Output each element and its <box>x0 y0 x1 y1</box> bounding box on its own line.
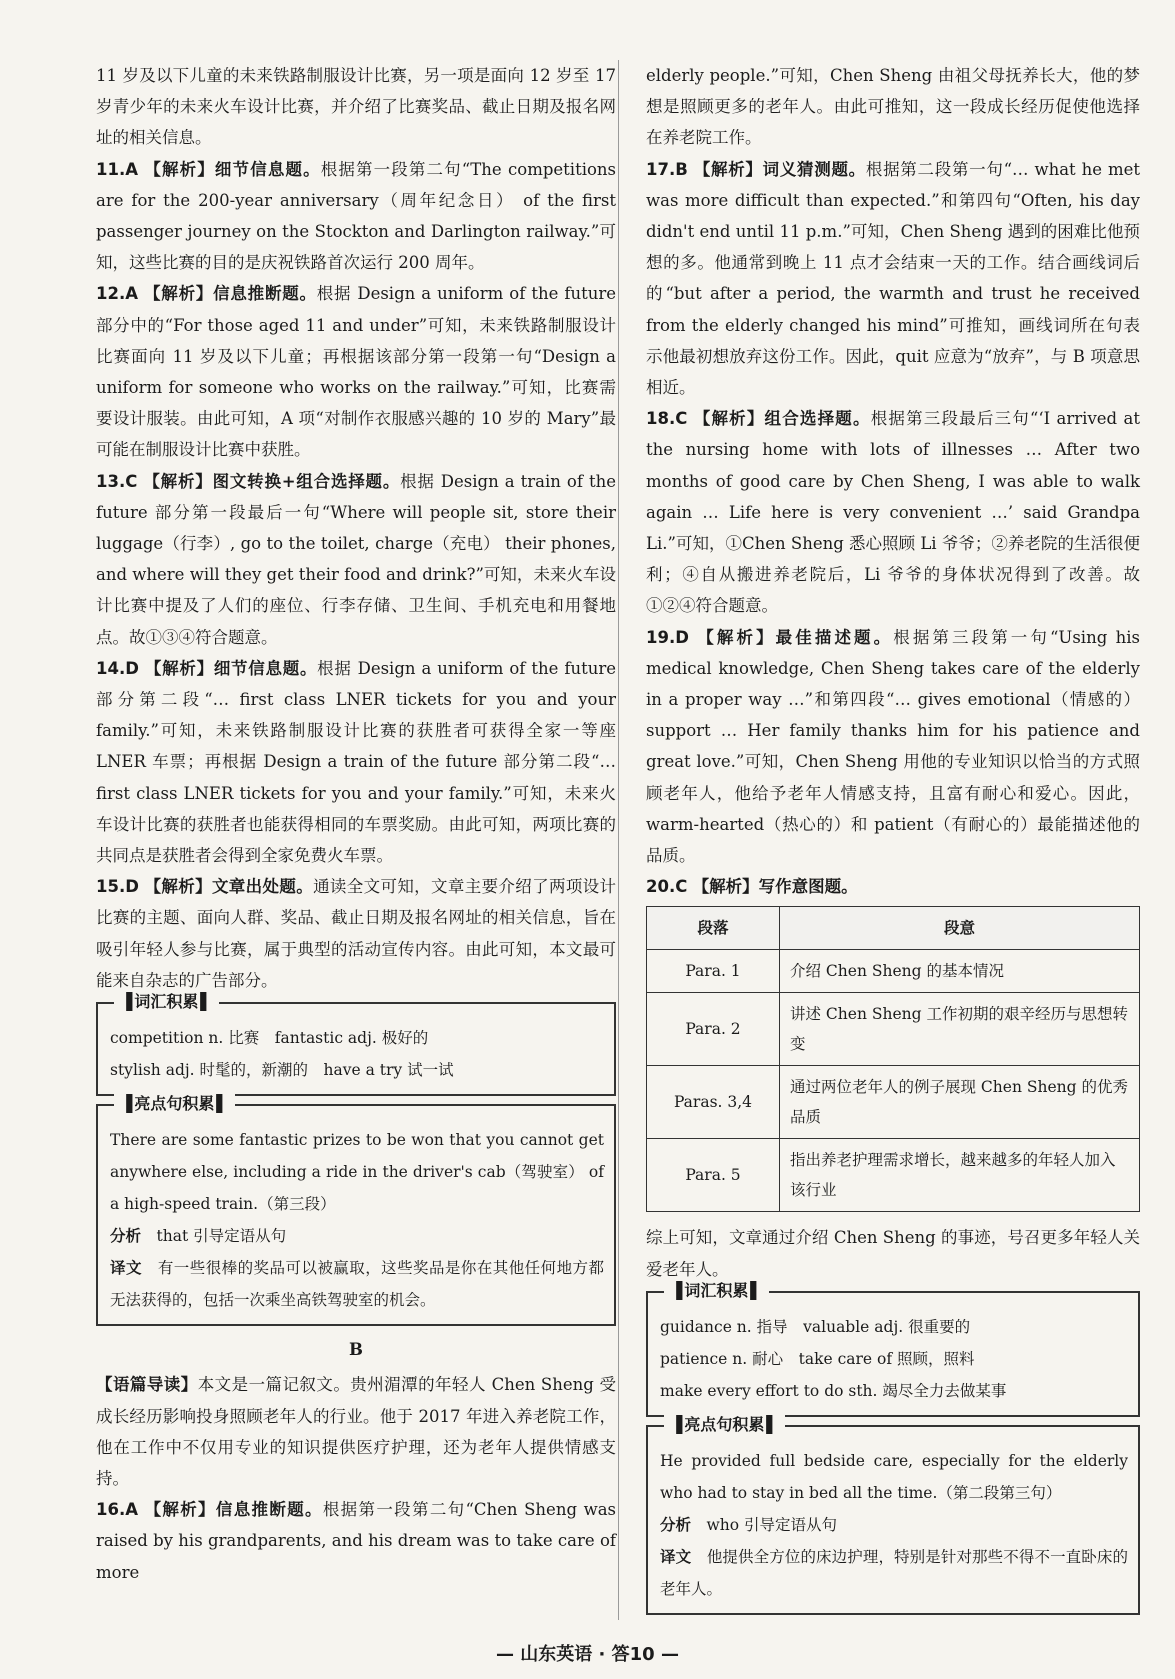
table-cell: Para. 5 <box>647 1139 780 1212</box>
section-heading-b: B <box>349 1340 363 1360</box>
conclusion: 综上可知，文章通过介绍 Chen Sheng 的事迹，号召更多年轻人关爱老年人。 <box>646 1228 1140 1279</box>
answer-16: 16.A 【解析】信息推断题。根据第一段第二句“Chen Sheng was raised by his grandparents, and his dream was to take care of more <box>96 1500 617 1582</box>
answer-11: 11.A 【解析】细节信息题。根据第一段第二句“The competitions are for the 200-year anniversary（周年纪念日） of the first passenger journey on the Stockton and Darlington railway.”可知，这些比赛的目的是庆祝铁路首次运行 200 周年。 <box>96 159 617 273</box>
highlight-box-title: ▐ 亮点句积累 ▌ <box>114 1092 235 1116</box>
highlight-box-a <box>96 1094 616 1326</box>
paragraph-table <box>646 906 1140 1212</box>
answer-15: 15.D 【解析】文章出处题。通读全文可知，文章主要介绍了两项设计比赛的主题、面向人群、奖品、截止日期及报名网址的相关信息，旨在吸引年轻人参与比赛，属于典型的活动宣传内容。由此可知，本文最可能来自杂志的广告部分。 <box>96 877 617 990</box>
answer-12: 12.A 【解析】信息推断题。根据 Design a uniform of the future 部分中的“For those aged 11 and under”可知，未来铁路制服设计比赛面向 11 岁及以下儿童；再根据该部分第一段第一句“Design a uniform for someone who works on the railway.”可知，比赛需要设计服装。由此可知，A 项“对制作衣服感兴趣的 10 岁的 Mary”最可能在制服设计比赛中获胜。 <box>96 284 617 460</box>
table-cell: 介绍 Chen Sheng 的基本情况 <box>780 950 1140 993</box>
vocab-line: stylish adj. 时髦的，新潮的 have a try 试一试 <box>110 1061 454 1080</box>
page-footer: — 山东英语 · 答10 — <box>496 1644 679 1665</box>
table-cell: 指出养老护理需求增长，越来越多的年轻人加入该行业 <box>780 1139 1140 1212</box>
table-row <box>647 1139 1140 1212</box>
highlight-translation: 译文 有一些很棒的奖品可以被赢取，这些奖品是你在其他任何地方都无法获得的，包括一次乘坐高铁驾驶室的机会。 <box>110 1258 604 1310</box>
table-header: 段意 <box>780 907 1140 950</box>
right-column <box>646 60 1140 1623</box>
highlight-translation: 译文 他提供全方位的床边护理，特别是针对那些不得不一直卧床的老年人。 <box>660 1546 1128 1598</box>
vocab-line: patience n. 耐心 take care of 照顾，照料 <box>660 1349 975 1368</box>
table-cell: 讲述 Chen Sheng 工作初期的艰辛经历与思想转变 <box>780 993 1140 1066</box>
vocab-line: competition n. 比赛 fantastic adj. 极好的 <box>110 1029 429 1048</box>
vocab-line: make every effort to do sth. 竭尽全力去做某事 <box>660 1381 1007 1400</box>
table-header: 段落 <box>647 907 780 950</box>
table-cell: Para. 1 <box>647 950 780 993</box>
table-row <box>647 950 1140 993</box>
table-row <box>647 1066 1140 1139</box>
highlight-sentence: There are some fantastic prizes to be won that you cannot get anywhere else, including a ride in the driver's cab（驾驶室） of a high-speed train.（第三段） <box>110 1131 604 1214</box>
highlight-box-b <box>646 1414 1140 1615</box>
vocab-box-title: ▐ 词汇积累 ▌ <box>114 990 219 1014</box>
intro-continuation: 11 岁及以下儿童的未来铁路制服设计比赛，另一项是面向 12 岁至 17 岁青少年的未来火车设计比赛，并介绍了比赛奖品、截止日期及报名网址的相关信息。 <box>96 66 616 148</box>
text-guide: 【语篇导读】本文是一篇记叙文。贵州湄潭的年轻人 Chen Sheng 受成长经历影响投身照顾老年人的行业。他于 2017 年进入养老院工作，他在工作中不仅用专业的知识提供医疗护理，还为老年人提供情感支持。 <box>96 1375 617 1488</box>
table-header-row <box>647 907 1140 950</box>
highlight-analysis: 分析 that 引导定语从句 <box>110 1226 287 1246</box>
column-divider <box>618 60 619 1620</box>
highlight-box-title: ▐ 亮点句积累 ▌ <box>664 1413 785 1437</box>
vocab-box-b <box>646 1280 1140 1417</box>
answer-16-continuation: elderly people.”可知，Chen Sheng 由祖父母抚养长大，他的梦想是照顾更多的老年人。由此可推知，这一段成长经历促使他选择在养老院工作。 <box>646 66 1140 148</box>
answer-17: 17.B 【解析】词义猜测题。根据第二段第一句“… what he met was more difficult than expected.”和第四句“Often, his day didn't end until 11 p.m.”可知，Chen Sheng 遇到的困难比他预想的多。他通常到晚上 11 点才会结束一天的工作。结合画线词后的“but after a period, the warmth and trust he received from the elderly changed his mind”可推知，画线词所在句表示他最初想放弃这份工作。因此，quit 应意为“放弃”，与 B 项意思相近。 <box>646 159 1141 398</box>
answer-19: 19.D 【解析】最佳描述题。根据第三段第一句“Using his medical knowledge, Chen Sheng takes care of the elderly in a proper way …”和第四段“… gives emotional（情感的） support … Her family thanks him for his patience and great love.”可知，Chen Sheng 用他的专业知识以恰当的方式照顾老年人，他给予老年人情感支持，且富有耐心和爱心。因此，warm-hearted（热心的）和 patient（有耐心的）最能描述他的品质。 <box>646 627 1140 866</box>
answer-14: 14.D 【解析】细节信息题。根据 Design a uniform of the future 部分第二段“… first class LNER tickets for you and your family.”可知，未来铁路制服设计比赛的获胜者可获得全家一等座 LNER 车票；再根据 Design a train of the future 部分第二段“… first class LNER tickets for you and your family.”可知，未来火车设计比赛的获胜者也能获得相同的车票奖励。由此可知，两项比赛的共同点是获胜者会得到全家免费火车票。 <box>96 658 617 866</box>
table-cell: Para. 2 <box>647 993 780 1066</box>
answer-18: 18.C 【解析】组合选择题。根据第三段最后三句“‘I arrived at the nursing home with lots of illnesses … After two months of good care by Chen Sheng, I was able to walk again … Life here is very convenient …’ said Grandpa Li.”可知，①Chen Sheng 悉心照顾 Li 爷爷；②养老院的生活很便利；④自从搬进养老院后，Li 爷爷的身体状况得到了改善。故①②④符合题意。 <box>646 409 1140 616</box>
vocab-box-title: ▐ 词汇积累 ▌ <box>664 1279 769 1303</box>
answer-13: 13.C 【解析】图文转换+组合选择题。根据 Design a train of the future 部分第一段最后一句“Where will people sit, store their luggage（行李）, go to the toilet, charge（充电） their phones, and where will they get their food and drink?”可知，未来火车设计比赛中提及了人们的座位、行李存储、卫生间、手机充电和用餐地点。故①③④符合题意。 <box>96 471 617 647</box>
table-cell: 通过两位老年人的例子展现 Chen Sheng 的优秀品质 <box>780 1066 1140 1139</box>
table-cell: Paras. 3,4 <box>647 1066 780 1139</box>
vocab-box-a <box>96 992 616 1096</box>
table-row <box>647 993 1140 1066</box>
vocab-line: guidance n. 指导 valuable adj. 很重要的 <box>660 1317 971 1336</box>
left-column <box>96 60 616 1588</box>
highlight-analysis: 分析 who 引导定语从句 <box>660 1514 838 1534</box>
answer-20: 20.C 【解析】写作意图题。 <box>646 877 858 897</box>
highlight-sentence: He provided full bedside care, especially for the elderly who had to stay in bed all the time.（第二段第三句） <box>660 1451 1128 1502</box>
